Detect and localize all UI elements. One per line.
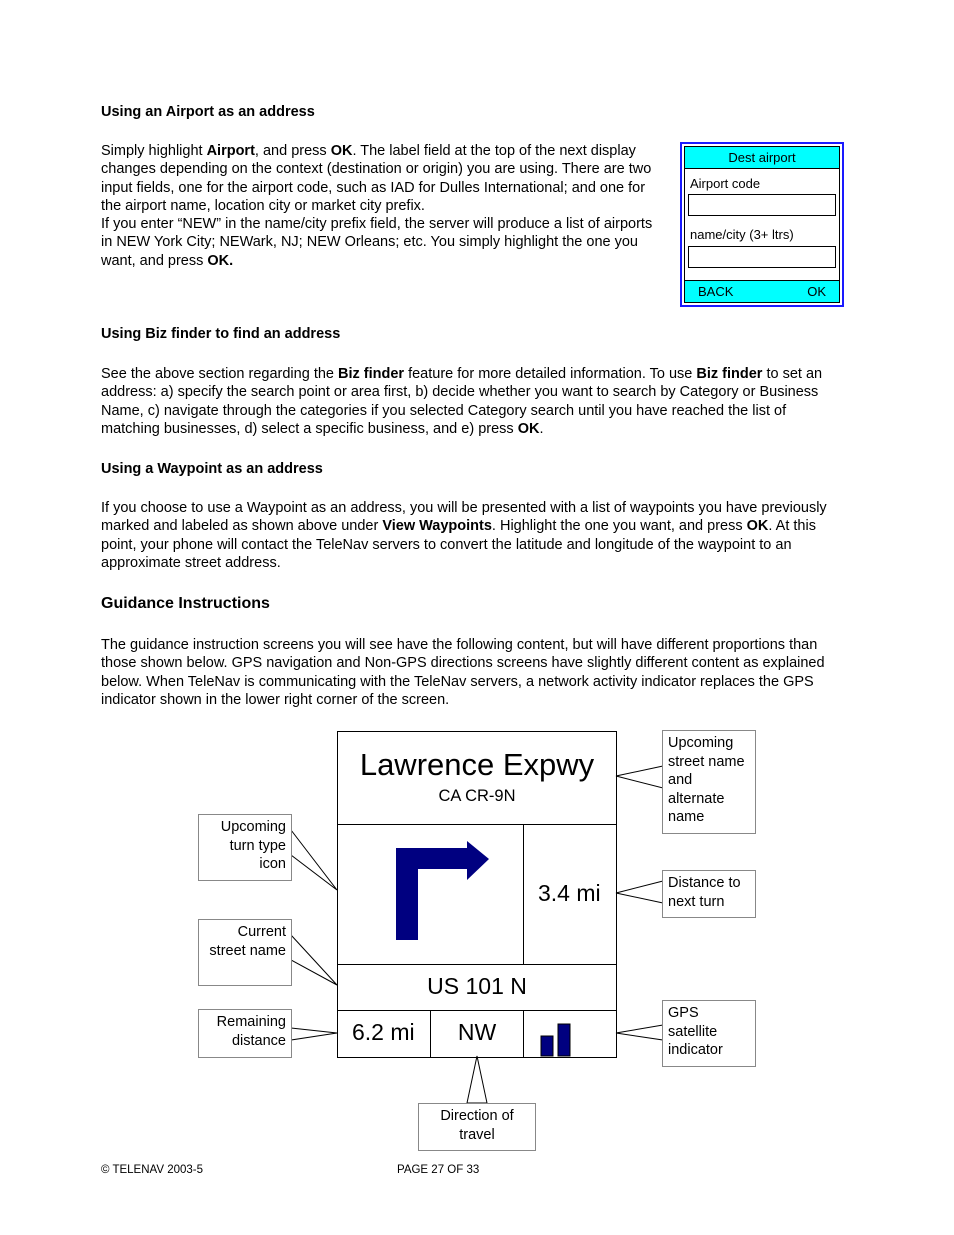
heading-cell	[431, 1011, 524, 1057]
guidance-paragraph: The guidance instruction screens you will see have the following content, but will have different proportions than those shown below. GPS navigation and Non-GPS directions screens have slightly different content as explained below. When TeleNav is communicating with the TeleNav servers, a network activity indicator replaces the GPS indicator shown in the lower right corner of the screen.	[101, 637, 825, 708]
gps-bar	[541, 1036, 553, 1056]
gps-cell	[524, 1011, 616, 1057]
callout-current-street: Current street name	[198, 919, 292, 986]
gps-bar	[558, 1024, 570, 1056]
remaining-distance: 6.2 mi	[352, 1019, 415, 1045]
waypoint-paragraph: If you choose to use a Waypoint as an address, you will be presented with a list of waypoints you have previously marked and labeled as shown above under View Waypoints. Highlight the one you want, and press OK. At this point, your phone will contact the TeleNav servers to convert the latitude and longitude of the waypoint to an approximate street address.	[101, 500, 827, 571]
copyright-footer: © TELENAV 2003-5	[101, 1164, 204, 1176]
leader-turn-icon	[291, 830, 337, 890]
distance-cell	[524, 825, 616, 965]
callout-direction: Direction of travel	[418, 1103, 536, 1151]
leader-gps	[616, 1025, 663, 1040]
callout-distance-turn: Distance to next turn	[662, 870, 756, 918]
dest-airport-title: Dest airport	[685, 147, 839, 169]
current-street-cell	[338, 965, 616, 1011]
current-street-name: US 101 N	[427, 973, 527, 999]
airport-paragraph-2: If you enter “NEW” in the name/city prefix field, the server will produce a list of airports in NEW York City; NEWark, NJ; NEW Orleans; etc. You simply highlight the one you want, and press OK.	[101, 216, 653, 269]
ok-softkey[interactable]: OK	[807, 284, 826, 299]
callout-upcoming-street: Upcoming street name and alternate name	[662, 730, 756, 834]
leader-direction	[467, 1056, 487, 1103]
gps-signal-icon	[524, 1011, 616, 1057]
section-heading-guidance: Guidance Instructions	[101, 595, 270, 612]
section-heading-biz-finder: Using Biz finder to find an address	[101, 326, 341, 342]
callout-gps: GPS satellite indicator	[662, 1000, 756, 1067]
airport-paragraph-1: Simply highlight Airport, and press OK. The label field at the top of the next display changes depending on the context (destination or origin) you are using. There are two input fields, one for the airport code, such as IAD for Dulles International; and one for the airport name, location city or market city prefix.	[101, 143, 652, 214]
callout-turn-icon: Upcoming turn type icon	[198, 814, 292, 881]
back-softkey[interactable]: BACK	[698, 284, 734, 299]
alternate-street-name: CA CR-9N	[438, 787, 516, 805]
leader-current-street	[291, 935, 337, 985]
name-city-label: name/city (3+ ltrs)	[690, 227, 794, 242]
section-heading-airport: Using an Airport as an address	[101, 104, 315, 120]
leader-upcoming-street	[616, 766, 663, 788]
leader-distance-turn	[616, 881, 663, 903]
upcoming-street-name: Lawrence Expwy	[359, 747, 595, 782]
airport-code-label: Airport code	[690, 176, 761, 191]
leader-remaining	[291, 1028, 337, 1040]
callout-remaining: Remaining distance	[198, 1009, 292, 1058]
guidance-screen	[337, 731, 617, 1058]
direction-of-travel: NW	[457, 1019, 497, 1045]
turn-icon-cell	[338, 825, 524, 965]
page-number: PAGE 27 OF 33	[397, 1164, 480, 1176]
biz-finder-paragraph: See the above section regarding the Biz finder feature for more detailed information. To use Biz finder to set an address: a) specify the search point or area first, b) decide whether you want to search by Category or Business Name, c) navigate through the categories if you selected Category search until you have reached the list of matching businesses, d) select a specific business, and e) press OK.	[101, 366, 823, 437]
distance-to-turn: 3.4 mi	[538, 880, 601, 906]
right-turn-arrow-icon	[338, 825, 524, 965]
street-header	[338, 732, 616, 825]
section-heading-waypoint: Using a Waypoint as an address	[101, 461, 323, 477]
remaining-cell	[338, 1011, 431, 1057]
